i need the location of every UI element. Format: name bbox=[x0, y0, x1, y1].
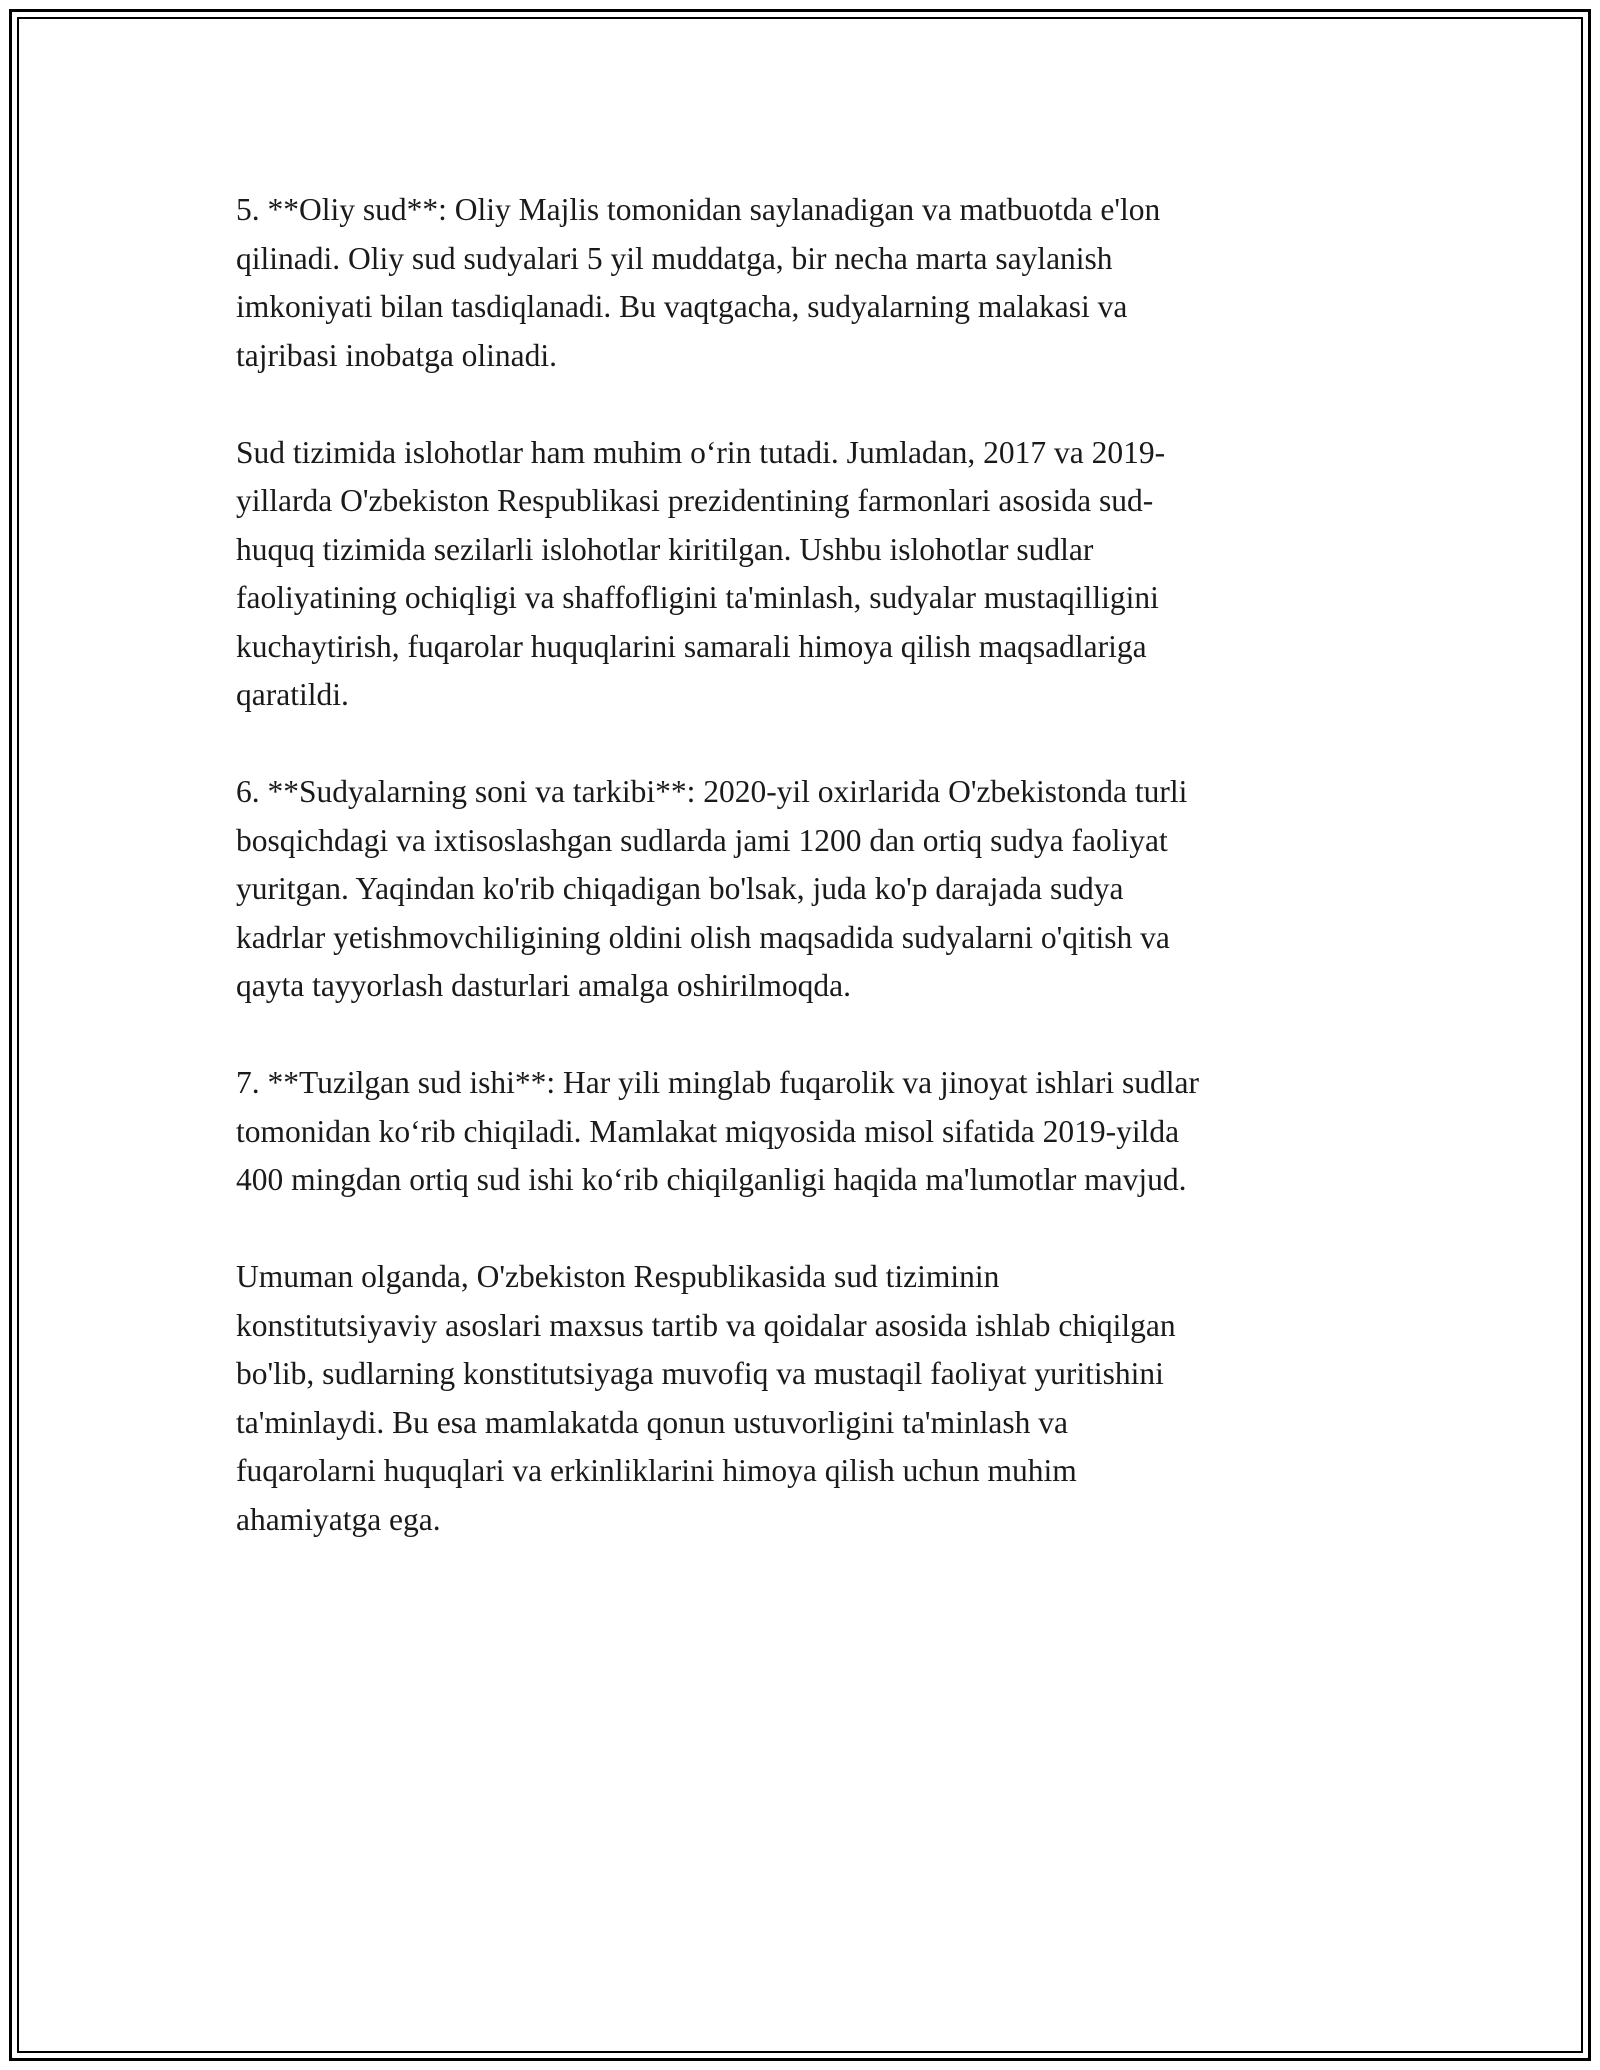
text-line: imkoniyati bilan tasdiqlanadi. Bu vaqtgacha, sudyalarning malakasi va bbox=[236, 289, 1128, 324]
text-line: tajribasi inobatga olinadi. bbox=[236, 337, 558, 373]
text-line: ta'minlaydi. Bu esa mamlakatda qonun ustuvorligini ta'minlash va bbox=[236, 1404, 1068, 1440]
text-line: bosqichdagi va ixtisoslashgan sudlarda jami 1200 dan ortiq sudya faoliyat bbox=[236, 822, 1168, 858]
text-line: qilinadi. Oliy sud sudyalari 5 yil muddatga, bir necha marta saylanish bbox=[236, 240, 1113, 276]
paragraph-sudyalar-soni bbox=[236, 768, 1366, 1011]
text-line: yuritgan. Yaqindan ko'rib chiqadigan bo'lsak, juda ko'p darajada sudya bbox=[236, 871, 1124, 906]
text-line: bo'lib, sudlarning konstitutsiyaga muvofiq va mustaqil faoliyat yuritishini bbox=[236, 1356, 1164, 1391]
text-line: 6. **Sudyalarning soni va tarkibi**: 2020-yil oxirlarida O'zbekistonda turli bbox=[236, 774, 1188, 809]
text-line: huquq tizimida sezilarli islohotlar kiritilgan. Ushbu islohotlar sudlar bbox=[236, 531, 1094, 567]
text-line: qaratildi. bbox=[236, 677, 349, 712]
text-line: kuchaytirish, fuqarolar huquqlarini samarali himoya qilish maqsadlariga bbox=[236, 628, 1147, 664]
text-line: faoliyatining ochiqligi va shaffofligini ta'minlash, sudyalar mustaqilligini bbox=[236, 580, 1159, 615]
paragraph-islohotlar bbox=[236, 429, 1366, 720]
text-line: Umuman olganda, O'zbekiston Respublikasida sud tiziminin bbox=[236, 1259, 1000, 1294]
text-line: qayta tayyorlash dasturlari amalga oshirilmoqda. bbox=[236, 968, 851, 1003]
text-line: ahamiyatga ega. bbox=[236, 1501, 441, 1537]
paragraph-oliy-sud bbox=[236, 186, 1366, 380]
text-line: 400 mingdan ortiq sud ishi ko‘rib chiqilganligi haqida ma'lumotlar mavjud. bbox=[236, 1162, 1187, 1197]
paragraph-sud-ishi bbox=[236, 1059, 1366, 1205]
paragraph-xulosa bbox=[236, 1253, 1366, 1544]
text-line: Sud tizimida islohotlar ham muhim o‘rin tutadi. Jumladan, 2017 va 2019- bbox=[236, 434, 1166, 470]
text-line: 5. **Oliy sud**: Oliy Majlis tomonidan saylanadigan va matbuotda e'lon bbox=[236, 192, 1161, 227]
text-line: konstitutsiyaviy asoslari maxsus tartib va qoidalar asosida ishlab chiqilgan bbox=[236, 1307, 1176, 1343]
document-body bbox=[236, 186, 1366, 1593]
text-line: kadrlar yetishmovchiligining oldini olish maqsadida sudyalarni o'qitish va bbox=[236, 919, 1170, 955]
text-line: fuqarolarni huquqlari va erkinliklarini himoya qilish uchun muhim bbox=[236, 1453, 1077, 1488]
text-line: tomonidan ko‘rib chiqiladi. Mamlakat miqyosida misol sifatida 2019-yilda bbox=[236, 1113, 1180, 1149]
text-line: 7. **Tuzilgan sud ishi**: Har yili minglab fuqarolik va jinoyat ishlari sudlar bbox=[236, 1065, 1199, 1100]
text-line: yillarda O'zbekiston Respublikasi prezidentining farmonlari asosida sud- bbox=[236, 483, 1154, 518]
